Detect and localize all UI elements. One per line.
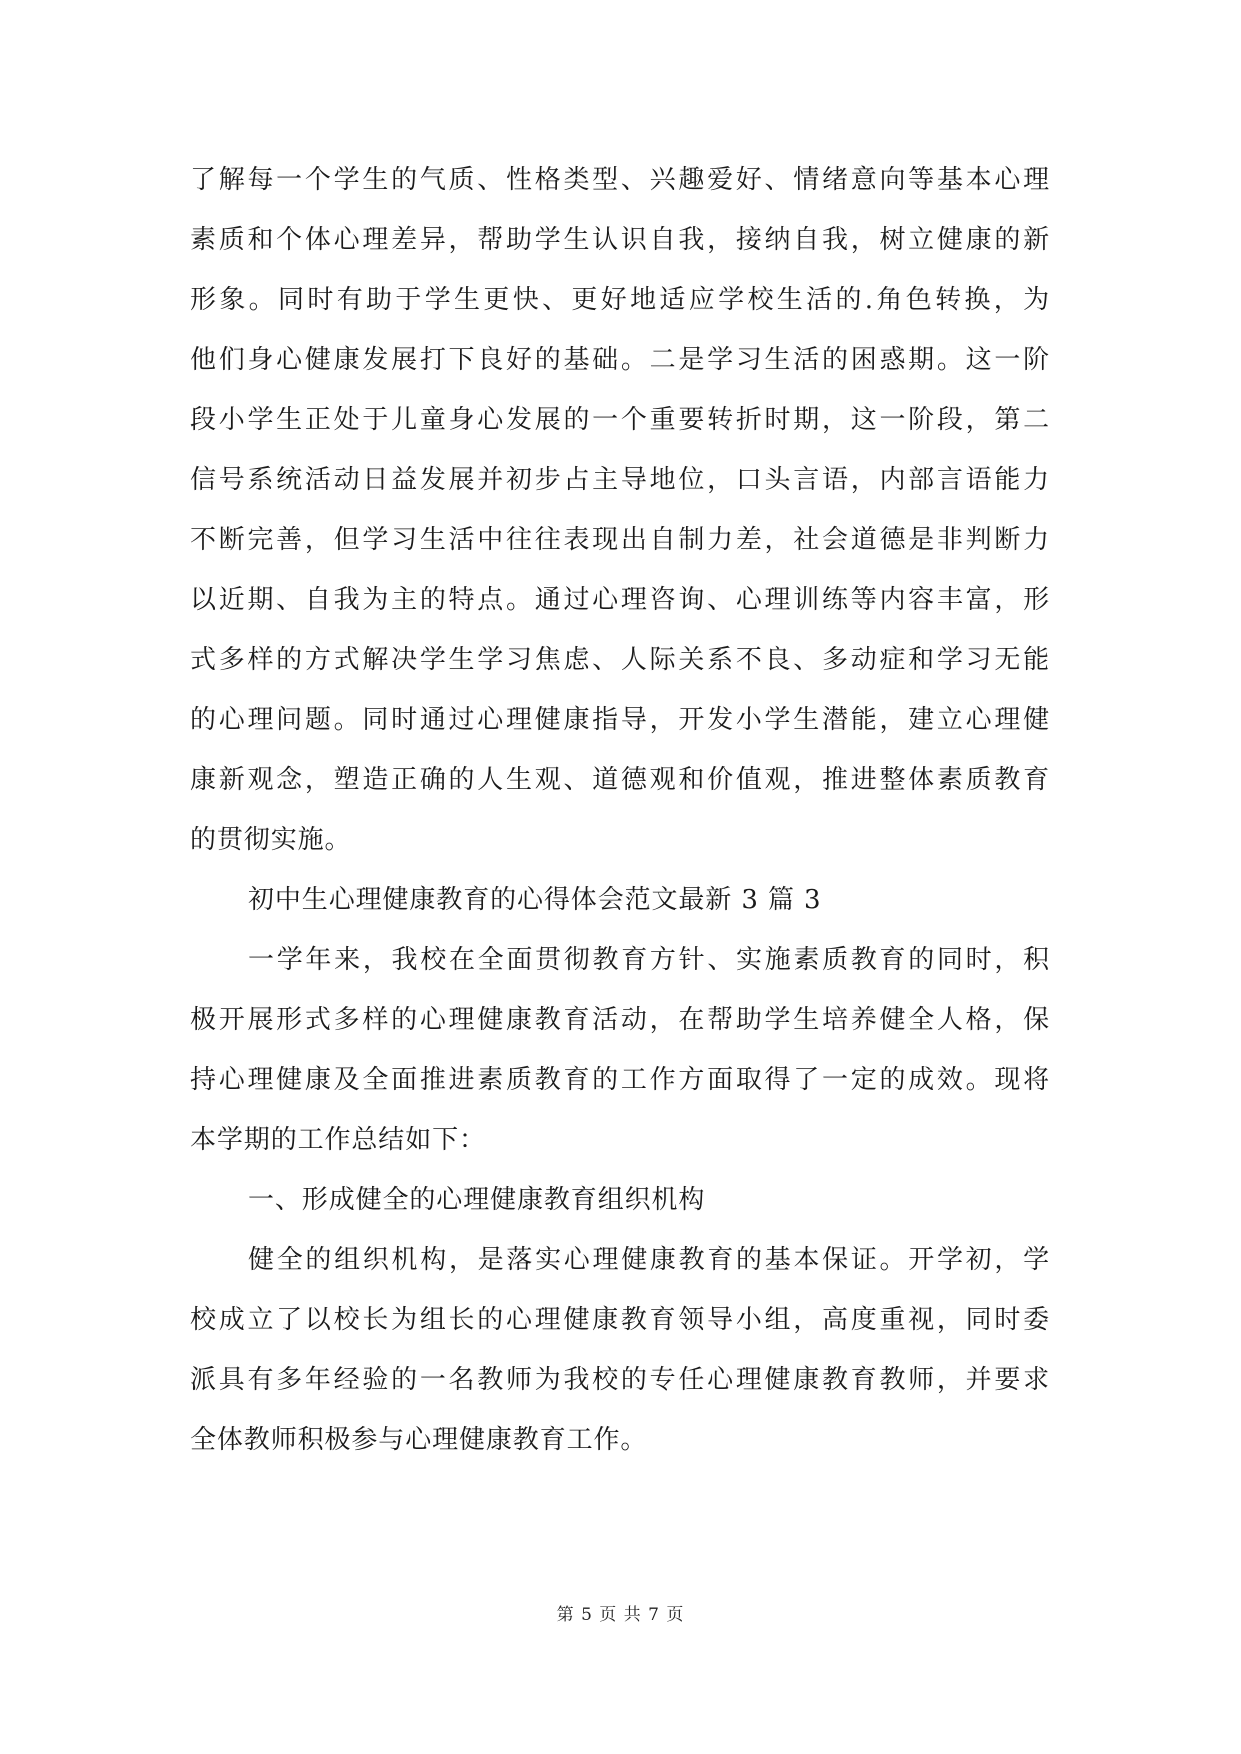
text-line: 段小学生正处于儿童身心发展的一个重要转折时期，这一阶段，第二: [190, 405, 1050, 435]
text-line: 校成立了以校长为组长的心理健康教育领导小组，高度重视，同时委: [190, 1305, 1050, 1335]
text-line: 全体教师积极参与心理健康教育工作。: [190, 1425, 648, 1455]
section-heading: 一、形成健全的心理健康教育组织机构: [248, 1185, 706, 1215]
text-line: 素质和个体心理差异，帮助学生认识自我，接纳自我，树立健康的新: [190, 225, 1050, 255]
text-line: 不断完善，但学习生活中往往表现出自制力差，社会道德是非判断力: [190, 525, 1050, 555]
text-line: 一学年来，我校在全面贯彻教育方针、实施素质教育的同时，积: [248, 945, 1050, 975]
text-line: 持心理健康及全面推进素质教育的工作方面取得了一定的成效。现将: [190, 1065, 1050, 1095]
article-heading: 初中生心理健康教育的心得体会范文最新 3 篇 3: [248, 885, 822, 915]
text-line: 的心理问题。同时通过心理健康指导，开发小学生潜能，建立心理健: [190, 705, 1050, 735]
text-line: 形象。同时有助于学生更快、更好地适应学校生活的.角色转换，为: [190, 285, 1050, 315]
text-line: 康新观念，塑造正确的人生观、道德观和价值观，推进整体素质教育: [190, 765, 1050, 795]
text-line: 他们身心健康发展打下良好的基础。二是学习生活的困惑期。这一阶: [190, 345, 1050, 375]
text-line: 本学期的工作总结如下：: [190, 1125, 486, 1155]
document-body: [190, 150, 1050, 1470]
text-line: 信号系统活动日益发展并初步占主导地位，口头言语，内部言语能力: [190, 465, 1050, 495]
text-line: 派具有多年经验的一名教师为我校的专任心理健康教育教师，并要求: [190, 1365, 1050, 1395]
text-line: 健全的组织机构，是落实心理健康教育的基本保证。开学初，学: [248, 1245, 1050, 1275]
text-line: 以近期、自我为主的特点。通过心理咨询、心理训练等内容丰富，形: [190, 585, 1050, 615]
text-line: 式多样的方式解决学生学习焦虑、人际关系不良、多动症和学习无能: [190, 645, 1050, 675]
text-line: 极开展形式多样的心理健康教育活动，在帮助学生培养健全人格，保: [190, 1005, 1050, 1035]
text-line: 的贯彻实施。: [190, 825, 352, 855]
page-number: 第 5 页 共 7 页: [556, 1605, 685, 1625]
text-line: 了解每一个学生的气质、性格类型、兴趣爱好、情绪意向等基本心理: [190, 165, 1050, 195]
